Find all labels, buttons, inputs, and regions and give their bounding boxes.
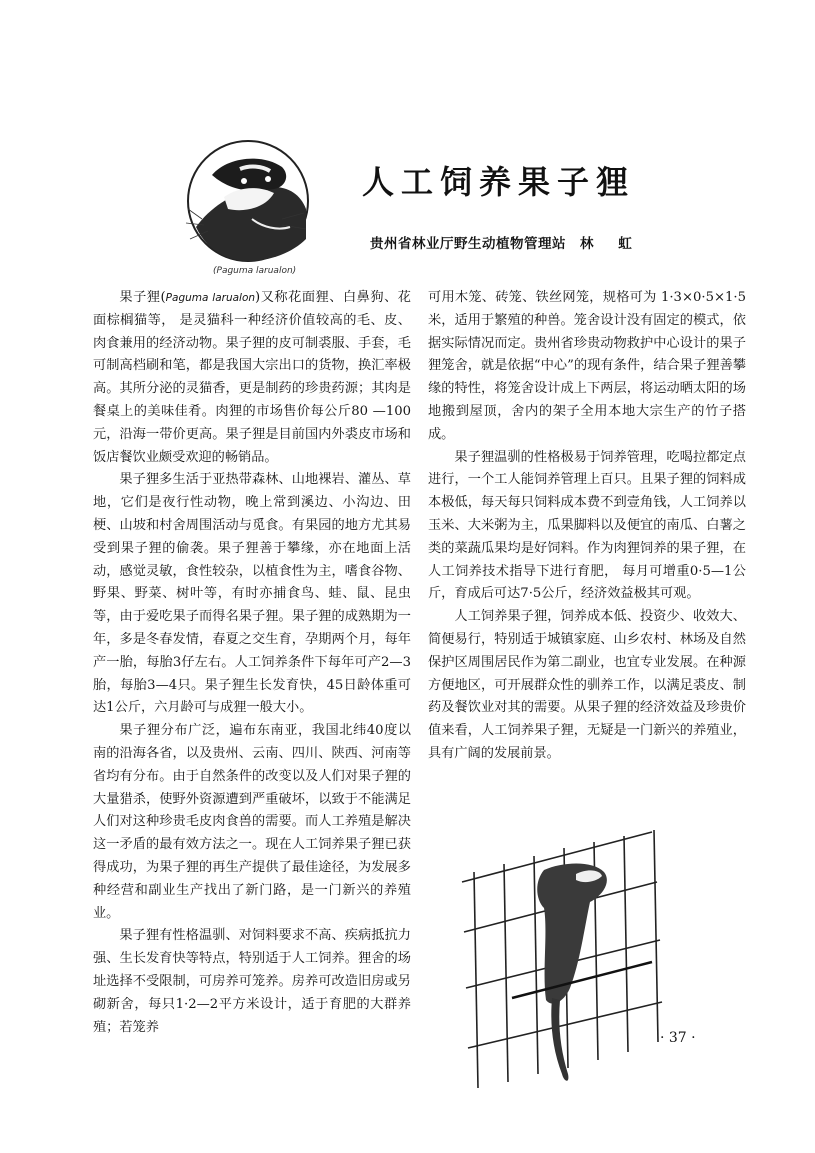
- paragraph: 果子狸有性格温驯、对饲料要求不高、疾病抵抗力强、生长发育快等特点，特别适于人工饲养。狸舍的场址选择不受限制，可房养可笼养。房养可改造旧房或另砌新舍，每只1·2—2平方米设计，适于育肥的大群养殖；若笼养: [93, 928, 411, 1035]
- paragraph: 可用木笼、砖笼、铁丝网笼，规格可为 1·3×0·5×1·5米，适用于繁殖的种兽。笼舍设计没有固定的模式，依据实际情况而定。贵州省珍贵动物救护中心设计的果子狸笼舍，就是依据“中心”的现有条件，结合果子狸善攀缘的特性，将笼舍设计成上下两层，将运动晒太阳的场地搬到屋顶，舍内的架子全用本地大宗生产的竹子搭成。: [428, 290, 746, 442]
- page-number: · 37 ·: [660, 1030, 696, 1046]
- author-organization: 贵州省林业厅野生动植物管理站: [370, 236, 566, 252]
- paragraph: 人工饲养果子狸，饲养成本低、投资少、收效大、简便易行，特别适于城镇家庭、山乡农村、林场及自然保护区周围居民作为第二副业，也宜专业发展。在种源方便地区，可开展群众性的驯养工作，以满足裘皮、制药及餐饮业对其的需要。从果子狸的经济效益及珍贵价值来看，人工饲养果子狸，无疑是一门新兴的养殖业，具有广阔的发展前景。: [428, 609, 746, 761]
- right-column: [428, 287, 746, 766]
- paragraph: 果子狸温驯的性格极易于饲养管理，吃喝拉都定点进行，一个工人能饲养管理上百只。且果子狸的饲料成本极低，每天每只饲料成本费不到壹角钱，人工饲养以玉米、大米粥为主，瓜果脚料以及便宜的南瓜、白薯之类的菜蔬瓜果均是好饲料。作为肉狸饲养的果子狸，在人工饲养技术指导下进行育肥， 每月可增重0·5—1公斤，育成后可达7·5公斤，经济效益极其可观。: [428, 449, 746, 602]
- illustration-caption: (Paguma larualon): [213, 266, 297, 276]
- byline: [370, 232, 642, 252]
- paragraph: [93, 287, 411, 469]
- article-title: 人工饲养果子狸: [362, 163, 636, 201]
- latin-name: Paguma larualon: [165, 292, 256, 304]
- paragraph-rest: )又称花面狸、白鼻狗、花面棕榈猫等， 是灵猫科一种经济价值较高的毛、皮、肉食兼用的经济动物。果子狸的皮可制裘服、手套，毛可制高档刷和笔，都是我国大宗出口的货物，换汇率极高。其所分泌的灵猫香，更是制药的珍贵药源；其肉是餐桌上的美味佳肴。肉狸的市场售价每公斤80 —100元，沿海一带价更高。果子狸是目前国内外裘皮市场和饭店餐饮业颇受欢迎的畅销品。: [93, 290, 411, 465]
- paragraph-start: 果子狸(: [119, 290, 166, 305]
- paragraph: 果子狸分布广泛，遍布东南亚，我国北纬40度以南的沿海各省，以及贵州、云南、四川、陕西、河南等省均有分布。由于自然条件的改变以及人们对果子狸的大量猎杀，使野外资源遭到严重破坏，以致于不能满足人们对这种珍贵毛皮肉食兽的需要。而人工养殖是解决这一矛盾的最有效方法之一。现在人工饲养果子狸已获得成功，为果子狸的再生产提供了最佳途径，为发展多种经营和副业生产找出了新门路，是一门新兴的养殖业。: [93, 723, 411, 921]
- civet-head-illustration: [182, 135, 314, 267]
- left-column: [93, 287, 411, 1039]
- author-name: 林 虹: [580, 236, 642, 252]
- paragraph: 果子狸多生活于亚热带森林、山地裸岩、灌丛、草地，它们是夜行性动物，晚上常到溪边、小沟边、田梗、山坡和村舍周围活动与觅食。有果园的地方尤其易受到果子狸的偷袭。果子狸善于攀缘，亦在地面上活动，感觉灵敏，食性较杂，以植食性为主，嗜食谷物、野果、野菜、树叶等，有时亦捕食鸟、蛙、鼠、昆虫等，由于爱吃果子而得名果子狸。果子狸的成熟期为一年，多是冬春发情，春夏之交生育，孕期两个月，每年产一胎，每胎3仔左右。人工饲养条件下每年可产2—3胎，每胎3—4只。果子狸生长发育快，45日龄体重可达1公斤，六月龄可与成狸一般大小。: [93, 472, 411, 716]
- civet-cage-illustration: [452, 812, 670, 1092]
